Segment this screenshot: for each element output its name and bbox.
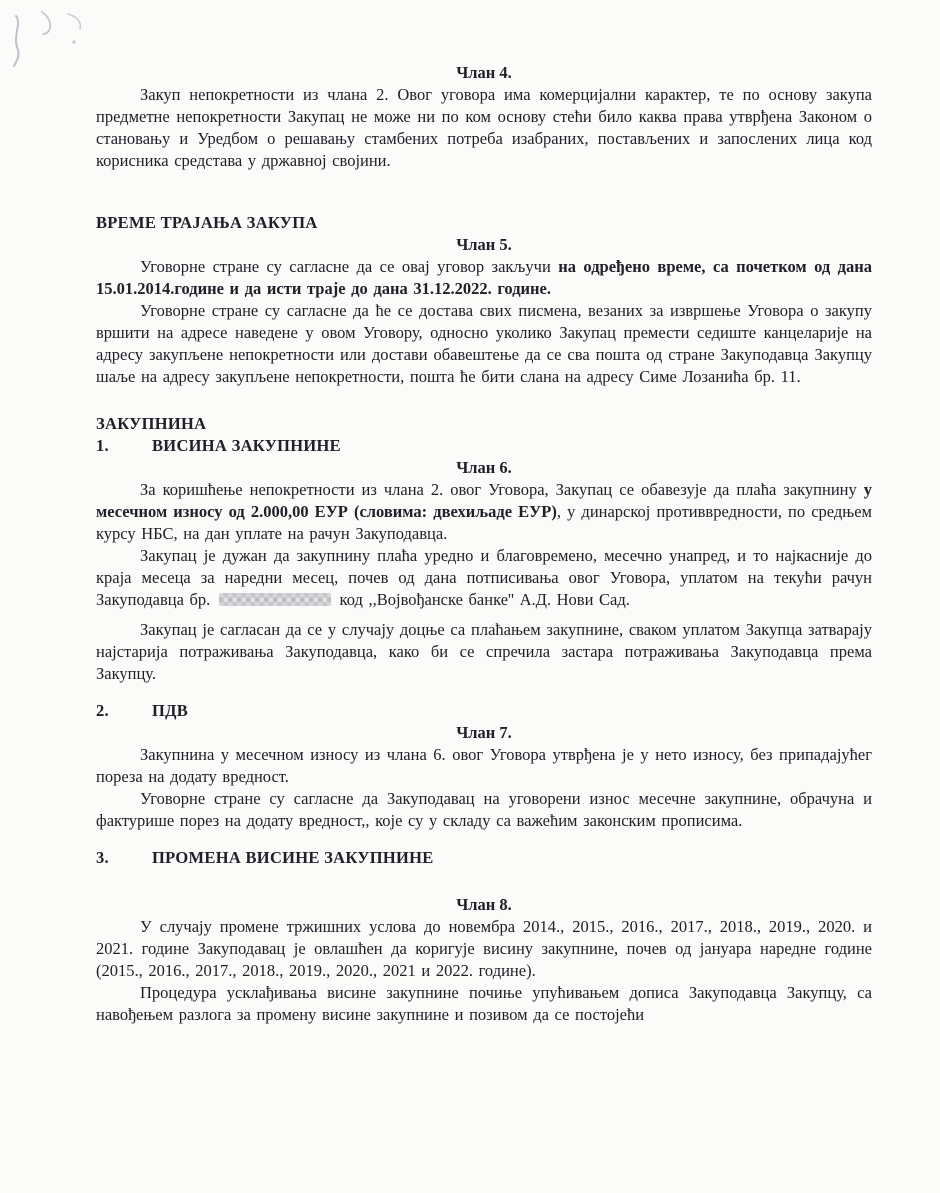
text-run: Уговорне стране су сагласне да Закуподавац на уговорени износ месечне закупнине, обрачуна и фактурише порез на додату вредност,, које су у складу са важећим законским прописима. bbox=[96, 789, 872, 830]
text-run: у месечном износу од 2.000,00 ЕУР (словима: двехиљаде ЕУР) bbox=[96, 480, 872, 521]
text-run: код ,,Војвођанске банке'' А.Д. Нови Сад. bbox=[333, 590, 630, 609]
clause-6-paragraph-3 bbox=[96, 619, 872, 685]
clause-4-heading: Члан 4. bbox=[456, 63, 512, 82]
section-number: 1. bbox=[96, 436, 109, 455]
spacer-before-vat bbox=[96, 685, 872, 700]
redacted-account-number bbox=[219, 593, 331, 606]
section-rent-heading: ЗАКУПНИНА bbox=[96, 414, 207, 433]
clause-6-heading: Члан 6. bbox=[456, 458, 512, 477]
clause-6-paragraph-1 bbox=[96, 479, 872, 545]
text-run: Процедура усклађивања висине закупнине почиње упућивањем дописа Закуподавца Закупцу, са навођењем разлога за промену висине закупнине и позивом да се постојећи bbox=[96, 983, 872, 1024]
clause-7-heading: Члан 7. bbox=[456, 723, 512, 742]
section-title: ПРОМЕНА ВИСИНЕ ЗАКУПНИНЕ bbox=[152, 848, 434, 867]
clause-7-paragraph-2 bbox=[96, 788, 872, 832]
subsection-1-rent-amount-heading bbox=[96, 435, 872, 457]
clause-7-paragraph-1 bbox=[96, 744, 872, 788]
section-number: 3. bbox=[96, 848, 109, 867]
subsection-3-rent-change-heading bbox=[96, 847, 872, 869]
text-run: Закупац је дужан да закупнину плаћа уредно и благовремено, месечно унапред, и то најкасније до краја месеца за наредни месец, почев од дана потписивања овог Уговора, уплатом на текући рачун Закуподавца бр. bbox=[96, 546, 872, 609]
clause-6-paragraph-2 bbox=[96, 545, 872, 611]
text-run: У случају промене тржишних услова до новембра 2014., 2015., 2016., 2017., 2018., 2019., 2020. и 2021. године Закуподавац је овлашћен да коригује висину закупнине, почев од јануара наредне године (2015., 2016., 2017., 2018., 2019., 2020., 2021 и 2022. године). bbox=[96, 917, 872, 980]
text-run: За коришћење непокретности из члана 2. овог Уговора, Закупац се обавезује да плаћа закупнину bbox=[140, 480, 864, 499]
spacer-after-clause-4 bbox=[96, 172, 872, 212]
clause-5-paragraph-2 bbox=[96, 300, 872, 388]
clause-8-paragraph-2 bbox=[96, 982, 872, 1026]
clause-5-paragraph-1 bbox=[96, 256, 872, 300]
subsection-2-vat-heading bbox=[96, 700, 872, 722]
clause-8-paragraph-1 bbox=[96, 916, 872, 982]
clause-8-heading: Члан 8. bbox=[456, 895, 512, 914]
section-number: 2. bbox=[96, 701, 109, 720]
text-run: Закуп непокретности из члана 2. Овог уговора има комерцијални карактер, те по основу закупа предметне непокретности Закупац не може ни по ком основу стећи било каква права утврђена Законом о становању и Уредбом о решавању стамбених потреба изабраних, постављених и запослених лица код корисника средстава у државној својини. bbox=[96, 85, 872, 170]
spacer-small bbox=[96, 611, 872, 619]
text-run: , у динарској противвредности, по средњем курсу НБС, на дан уплате на рачун Закуподавца. bbox=[96, 502, 872, 543]
spacer-before-rent-section bbox=[96, 388, 872, 413]
section-title: ПДВ bbox=[152, 701, 189, 720]
section-title: ВИСИНА ЗАКУПНИНЕ bbox=[152, 436, 341, 455]
text-run: Уговорне стране су сагласне да ће се достава свих писмена, везаних за извршење Уговора о закупу вршити на адресе наведене у овом Уговору, односно уколико Закупац премести седиште канцеларије на адресу закупљене непокретности или достави обавештење да се сва пошта од стране Закуподавца Закупцу шаље на адресу закупљене непокретности, пошта ће бити слана на адресу Симе Лозанића бр. 11. bbox=[96, 301, 872, 386]
section-lease-duration-heading: ВРЕМЕ ТРАЈАЊА ЗАКУПА bbox=[96, 213, 318, 232]
spacer-before-clause-8 bbox=[96, 869, 872, 894]
text-run: Уговорне стране су сагласне да се овај уговор закључи bbox=[140, 257, 559, 276]
spacer-before-rent-change bbox=[96, 832, 872, 847]
document-content bbox=[96, 62, 872, 1026]
text-run: на одређено време, са почетком од дана 15.01.2014.године и да исти траје до дана 31.12.2022. године. bbox=[96, 257, 872, 298]
clause-4-paragraph-1 bbox=[96, 84, 872, 172]
text-run: Закупнина у месечном износу из члана 6. овог Уговора утврђена је у нето износу, без припадајућег пореза на додату вредност. bbox=[96, 745, 872, 786]
clause-5-heading: Члан 5. bbox=[456, 235, 512, 254]
text-run: Закупац је сагласан да се у случају доцње са плаћањем закупнине, сваком уплатом Закупца затварају најстарија потраживања Закуподавца, како би се спречила застара потраживања Закуподавца према Закупцу. bbox=[96, 620, 872, 683]
